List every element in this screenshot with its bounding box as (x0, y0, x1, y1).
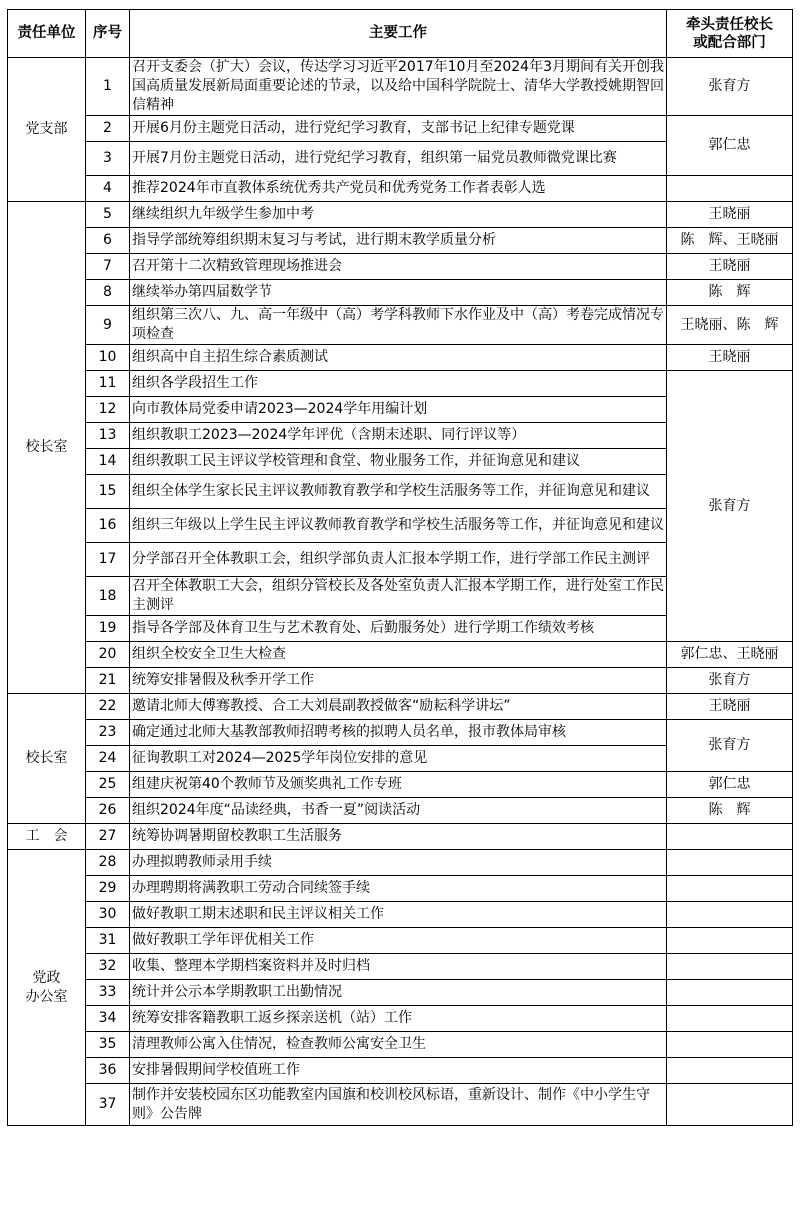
table-row (8, 876, 793, 902)
unit-cell: 校长室 (8, 694, 86, 824)
lead-cell (667, 876, 793, 902)
table-row (8, 176, 793, 202)
header-number: 序号 (86, 10, 130, 58)
task-cell: 召开全体教职工大会，组织分管校长及各处室负责人汇报本学期工作，进行处室工作民主测评 (130, 577, 667, 616)
task-cell: 组织2024年度“品读经典，书香一夏”阅读活动 (130, 798, 667, 824)
task-cell: 继续举办第四届数学节 (130, 280, 667, 306)
row-number: 37 (86, 1084, 130, 1126)
task-cell: 收集、整理本学期档案资料并及时归档 (130, 954, 667, 980)
task-cell: 组织教职工民主评议学校管理和食堂、物业服务工作，并征询意见和建议 (130, 449, 667, 475)
row-number: 34 (86, 1006, 130, 1032)
lead-cell (667, 954, 793, 980)
row-number: 10 (86, 345, 130, 371)
header-row (8, 10, 793, 58)
row-number: 14 (86, 449, 130, 475)
task-cell: 办理拟聘教师录用手续 (130, 850, 667, 876)
lead-cell: 郭仁忠 (667, 772, 793, 798)
lead-cell: 王晓丽 (667, 202, 793, 228)
lead-cell (667, 902, 793, 928)
task-cell: 分学部召开全体教职工会，组织学部负责人汇报本学期工作，进行学部工作民主测评 (130, 543, 667, 577)
lead-cell (667, 850, 793, 876)
lead-cell: 郭仁忠、王晓丽 (667, 642, 793, 668)
lead-cell: 张育方 (667, 371, 793, 642)
task-cell: 制作并安装校园东区功能教室内国旗和校训校风标语，重新设计、制作《中小学生守则》公告牌 (130, 1084, 667, 1126)
row-number: 33 (86, 980, 130, 1006)
lead-cell: 张育方 (667, 58, 793, 116)
lead-cell: 郭仁忠 (667, 116, 793, 176)
row-number: 15 (86, 475, 130, 509)
task-cell: 办理聘期将满教职工劳动合同续签手续 (130, 876, 667, 902)
row-number: 1 (86, 58, 130, 116)
lead-cell: 王晓丽 (667, 694, 793, 720)
unit-cell: 党支部 (8, 58, 86, 202)
table-row (8, 954, 793, 980)
table-row (8, 694, 793, 720)
table-row (8, 798, 793, 824)
row-number: 36 (86, 1058, 130, 1084)
lead-cell (667, 1084, 793, 1126)
row-number: 8 (86, 280, 130, 306)
unit-cell: 党政 办公室 (8, 850, 86, 1126)
table-row (8, 668, 793, 694)
row-number: 17 (86, 543, 130, 577)
task-cell: 组织全校安全卫生大检查 (130, 642, 667, 668)
row-number: 2 (86, 116, 130, 142)
table-row (8, 280, 793, 306)
task-cell: 召开第十二次精致管理现场推进会 (130, 254, 667, 280)
row-number: 27 (86, 824, 130, 850)
task-cell: 做好教职工期末述职和民主评议相关工作 (130, 902, 667, 928)
lead-cell (667, 1058, 793, 1084)
task-cell: 清理教师公寓入住情况，检查教师公寓安全卫生 (130, 1032, 667, 1058)
table-row (8, 228, 793, 254)
task-cell: 组织教职工2023—2024学年评优（含期末述职、同行评议等） (130, 423, 667, 449)
header-task: 主要工作 (130, 10, 667, 58)
task-cell: 组织全体学生家长民主评议教师教育教学和学校生活服务等工作，并征询意见和建议 (130, 475, 667, 509)
table-row (8, 116, 793, 142)
work-plan-table (7, 9, 793, 1126)
row-number: 29 (86, 876, 130, 902)
row-number: 31 (86, 928, 130, 954)
row-number: 9 (86, 306, 130, 345)
table-row (8, 980, 793, 1006)
row-number: 3 (86, 142, 130, 176)
task-cell: 组建庆祝第40个教师节及颁奖典礼工作专班 (130, 772, 667, 798)
row-number: 12 (86, 397, 130, 423)
task-cell: 组织三年级以上学生民主评议教师教育教学和学校生活服务等工作，并征询意见和建议 (130, 509, 667, 543)
task-cell: 组织高中自主招生综合素质测试 (130, 345, 667, 371)
task-cell: 指导学部统筹组织期末复习与考试，进行期末教学质量分析 (130, 228, 667, 254)
row-number: 21 (86, 668, 130, 694)
task-cell: 统筹安排暑假及秋季开学工作 (130, 668, 667, 694)
table-row (8, 928, 793, 954)
row-number: 11 (86, 371, 130, 397)
task-cell: 安排暑假期间学校值班工作 (130, 1058, 667, 1084)
task-cell: 组织各学段招生工作 (130, 371, 667, 397)
row-number: 4 (86, 176, 130, 202)
lead-cell (667, 980, 793, 1006)
task-cell: 统筹协调暑期留校教职工生活服务 (130, 824, 667, 850)
lead-cell: 张育方 (667, 668, 793, 694)
table-row (8, 1084, 793, 1126)
row-number: 6 (86, 228, 130, 254)
row-number: 30 (86, 902, 130, 928)
row-number: 7 (86, 254, 130, 280)
lead-cell: 王晓丽、陈 辉 (667, 306, 793, 345)
task-cell: 征询教职工对2024—2025学年岗位安排的意见 (130, 746, 667, 772)
row-number: 32 (86, 954, 130, 980)
table-row (8, 850, 793, 876)
task-cell: 推荐2024年市直教体系统优秀共产党员和优秀党务工作者表彰人选 (130, 176, 667, 202)
header-lead: 牵头责任校长 或配合部门 (667, 10, 793, 58)
lead-cell (667, 1032, 793, 1058)
task-cell: 确定通过北师大基教部教师招聘考核的拟聘人员名单，报市教体局审核 (130, 720, 667, 746)
task-cell: 组织第三次八、九、高一年级中（高）考学科教师下水作业及中（高）考卷完成情况专项检查 (130, 306, 667, 345)
row-number: 35 (86, 1032, 130, 1058)
row-number: 26 (86, 798, 130, 824)
table-row (8, 202, 793, 228)
row-number: 23 (86, 720, 130, 746)
header-unit: 责任单位 (8, 10, 86, 58)
table-row (8, 772, 793, 798)
table-row (8, 58, 793, 116)
lead-cell (667, 824, 793, 850)
table-row (8, 824, 793, 850)
lead-cell (667, 928, 793, 954)
row-number: 25 (86, 772, 130, 798)
task-cell: 向市教体局党委申请2023—2024学年用编计划 (130, 397, 667, 423)
table-row (8, 642, 793, 668)
lead-cell: 陈 辉 (667, 798, 793, 824)
task-cell: 召开支委会（扩大）会议，传达学习习近平2017年10月至2024年3月期间有关开创我国高质量发展新局面重要论述的节录，以及给中国科学院院士、清华大学教授姚期智回信精神 (130, 58, 667, 116)
task-cell: 做好教职工学年评优相关工作 (130, 928, 667, 954)
lead-cell: 王晓丽 (667, 345, 793, 371)
lead-cell: 王晓丽 (667, 254, 793, 280)
task-cell: 指导各学部及体育卫生与艺术教育处、后勤服务处）进行学期工作绩效考核 (130, 616, 667, 642)
table-row (8, 902, 793, 928)
lead-cell: 陈 辉、王晓丽 (667, 228, 793, 254)
table-row (8, 306, 793, 345)
row-number: 20 (86, 642, 130, 668)
table-row (8, 1032, 793, 1058)
lead-cell: 张育方 (667, 720, 793, 772)
task-cell: 邀请北师大傅骞教授、合工大刘晨副教授做客“励耘科学讲坛” (130, 694, 667, 720)
row-number: 22 (86, 694, 130, 720)
row-number: 24 (86, 746, 130, 772)
task-cell: 统筹安排客籍教职工返乡探亲送机（站）工作 (130, 1006, 667, 1032)
lead-cell (667, 1006, 793, 1032)
row-number: 5 (86, 202, 130, 228)
row-number: 28 (86, 850, 130, 876)
table-row (8, 371, 793, 397)
row-number: 16 (86, 509, 130, 543)
row-number: 18 (86, 577, 130, 616)
lead-cell (667, 176, 793, 202)
lead-cell: 陈 辉 (667, 280, 793, 306)
table-row (8, 1006, 793, 1032)
task-cell: 开展6月份主题党日活动，进行党纪学习教育，支部书记上纪律专题党课 (130, 116, 667, 142)
task-cell: 统计并公示本学期教职工出勤情况 (130, 980, 667, 1006)
unit-cell: 工 会 (8, 824, 86, 850)
table-row (8, 345, 793, 371)
task-cell: 开展7月份主题党日活动，进行党纪学习教育，组织第一届党员教师微党课比赛 (130, 142, 667, 176)
table-row (8, 1058, 793, 1084)
unit-cell: 校长室 (8, 202, 86, 694)
table-row (8, 254, 793, 280)
table-row (8, 720, 793, 746)
row-number: 19 (86, 616, 130, 642)
row-number: 13 (86, 423, 130, 449)
task-cell: 继续组织九年级学生参加中考 (130, 202, 667, 228)
